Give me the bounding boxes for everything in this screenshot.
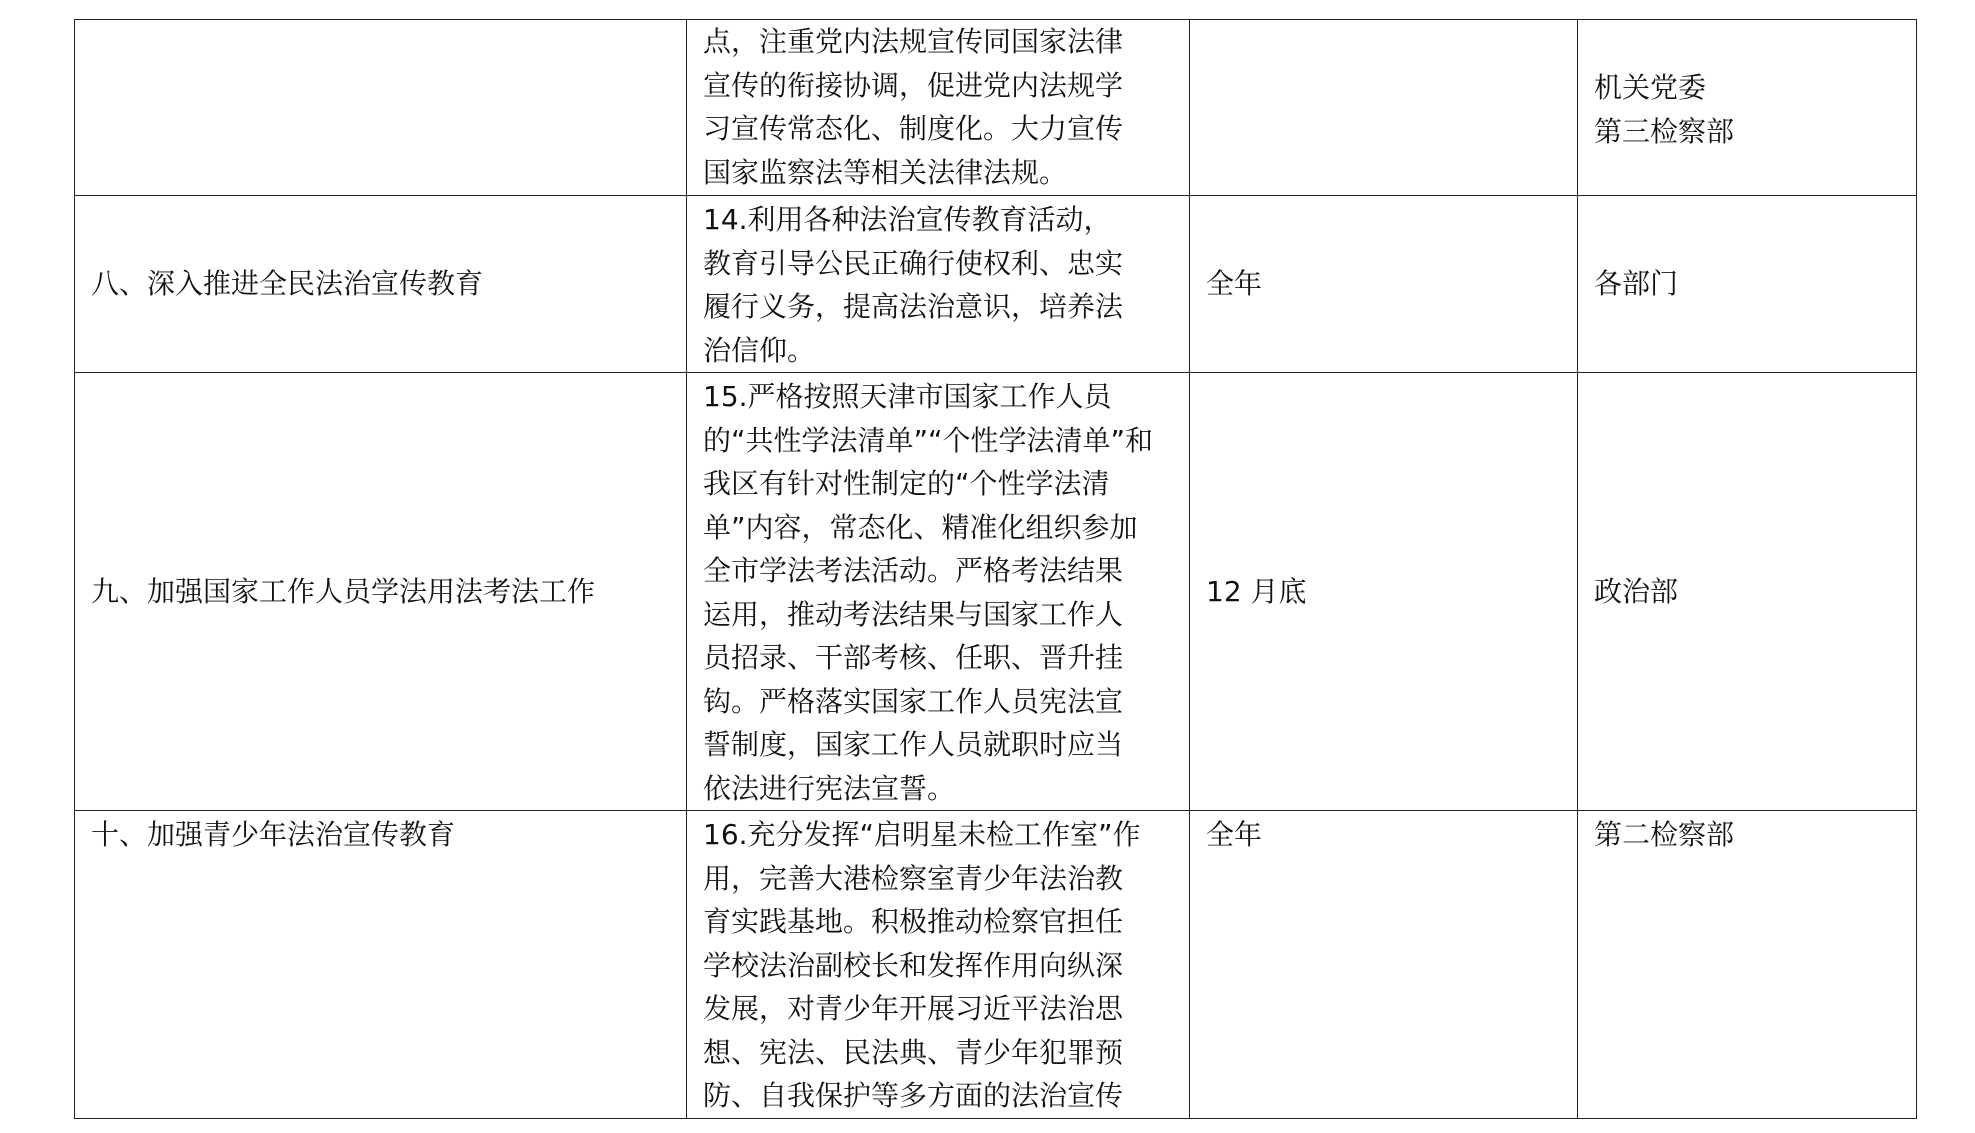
measure-line: 点，注重党内法规宣传同国家法律 [703,25,1124,58]
task-text: 九、加强国家工作人员学法用法考法工作 [91,574,596,608]
measure-line: 依法进行宪法宣誓。 [703,771,956,805]
measure-line: 宣传的衔接协调，促进党内法规学 [703,68,1124,102]
measure-line: 14.利用各种法治宣传教育活动， [703,203,1112,236]
department-line: 政治部 [1594,574,1679,608]
measure-line: 想、宪法、民法典、青少年犯罪预 [703,1035,1124,1069]
table-row [75,373,1917,811]
task-text: 八、深入推进全民法治宣传教育 [91,267,484,301]
department-line: 第三检察部 [1594,114,1735,148]
measure-line: 我区有针对性制定的“个性学法清 [703,467,1110,500]
measure-line: 治信仰。 [703,333,816,367]
measure-cell [687,196,1190,373]
measure-line: 运用，推动考法结果与国家工作人 [703,597,1124,631]
measure-line: 防、自我保护等多方面的法治宣传 [703,1079,1124,1112]
time-cell [1190,20,1578,196]
work-plan-table [74,19,1917,1119]
time-cell [1190,373,1578,811]
task-cell [75,20,687,196]
time-cell [1190,196,1578,373]
measure-line: 习宣传常态化、制度化。大力宣传 [703,112,1124,145]
department-cell [1578,373,1917,811]
task-cell [75,196,687,373]
task-cell [75,373,687,811]
table-row [75,196,1917,373]
measure-line: 的“共性学法清单”“个性学法清单”和 [703,423,1154,457]
measure-line: 学校法治副校长和发挥作用向纵深 [703,948,1124,982]
time-text: 全年 [1206,818,1263,851]
measure-line: 单”内容，常态化、精准化组织参加 [703,510,1138,544]
measure-line: 用，完善大港检察室青少年法治教 [703,861,1124,895]
measure-line: 育实践基地。积极推动检察官担任 [703,905,1124,938]
department-line: 机关党委 [1594,71,1707,104]
department-line: 第二检察部 [1594,818,1735,851]
department-cell [1578,20,1917,196]
task-cell [75,811,687,1119]
measure-line: 钩。严格落实国家工作人员宪法宣 [703,684,1124,718]
measure-line: 教育引导公民正确行使权利、忠实 [703,246,1124,280]
measure-cell [687,20,1190,196]
department-line: 各部门 [1594,267,1679,301]
measure-cell [687,811,1190,1119]
measure-line: 发展，对青少年开展习近平法治思 [703,992,1124,1025]
table-row [75,811,1917,1119]
measure-line: 全市学法考法活动。严格考法结果 [703,554,1124,587]
department-cell [1578,811,1917,1119]
measure-line: 15.严格按照天津市国家工作人员 [703,380,1112,413]
measure-line: 16.充分发挥“启明星未检工作室”作 [703,818,1141,851]
measure-line: 履行义务，提高法治意识，培养法 [703,290,1124,323]
time-text: 12 月底 [1206,574,1307,608]
department-cell [1578,196,1917,373]
measure-cell [687,373,1190,811]
time-cell [1190,811,1578,1119]
measure-line: 员招录、干部考核、任职、晋升挂 [703,641,1124,674]
measure-line: 国家监察法等相关法律法规。 [703,155,1068,189]
time-text: 全年 [1206,267,1263,301]
measure-line: 誓制度，国家工作人员就职时应当 [703,728,1124,761]
task-text: 十、加强青少年法治宣传教育 [91,818,456,851]
table-row [75,20,1917,196]
